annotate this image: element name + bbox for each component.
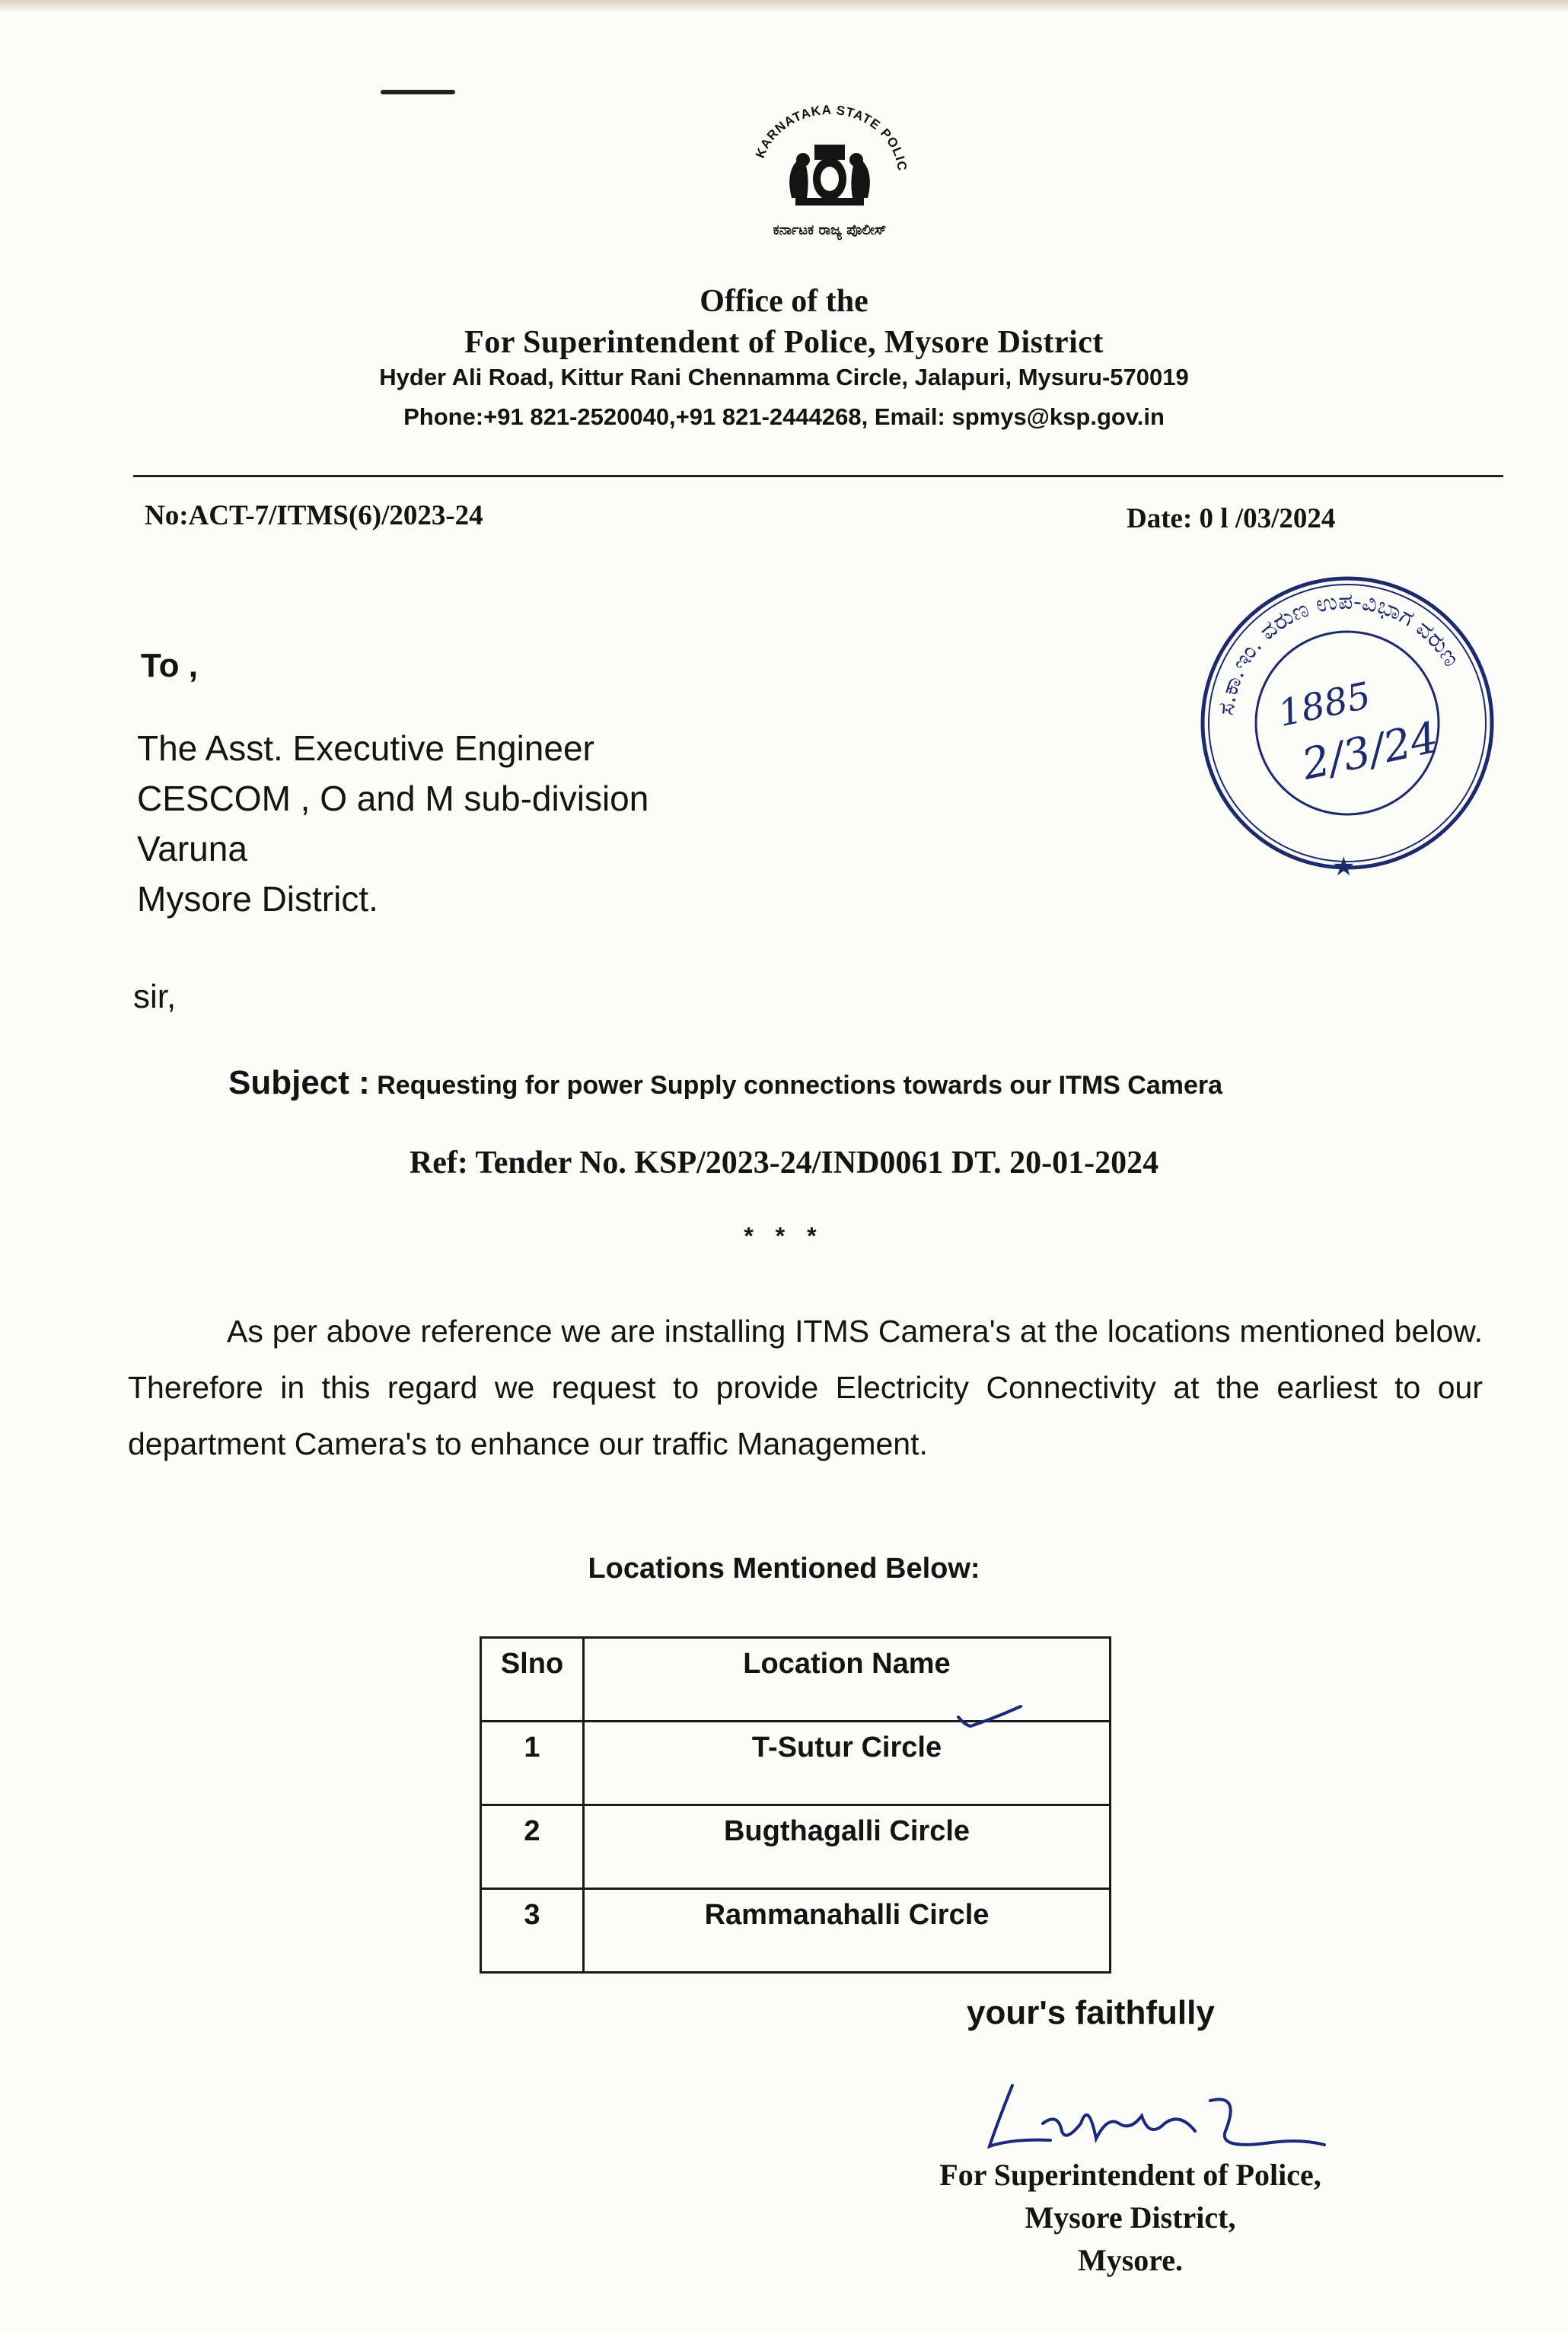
stamp-ring-text: ಸ.ಕಾ.ಇಂ. ವರುಣ ಉಪ-ವಿಭಾಗ ವರುಣ bbox=[1213, 588, 1465, 717]
to-label: To , bbox=[141, 647, 198, 684]
separator: * * * bbox=[744, 1222, 824, 1250]
signatory-line: Mysore. bbox=[1077, 2243, 1184, 2277]
pen-mark bbox=[381, 90, 455, 94]
locations-title: Locations Mentioned Below: bbox=[588, 1553, 980, 1585]
reference-number: No:ACT-7/ITMS(6)/2023-24 bbox=[145, 500, 483, 531]
star-icon: ★ bbox=[1332, 852, 1356, 881]
subject-text: Requesting for power Supply connections towards our ITMS Camera bbox=[369, 1071, 1223, 1100]
header-divider bbox=[133, 475, 1503, 477]
emblem-motto: ಕರ್ನಾಟಕ ರಾಜ್ಯ ಪೊಲೀಸ್ bbox=[773, 222, 887, 238]
office-address: Hyder Ali Road, Kittur Rani Chennamma Circle, Jalapuri, Mysuru-570019 bbox=[379, 364, 1189, 390]
cell-slno: 3 bbox=[481, 1889, 584, 1973]
signatory-line: For Superintendent of Police, bbox=[939, 2158, 1321, 2192]
column-header-slno: Slno bbox=[481, 1638, 584, 1722]
letter-date: Date: 0 l /03/2024 bbox=[1127, 503, 1336, 534]
inward-stamp bbox=[1187, 563, 1507, 883]
column-header-location: Location Name bbox=[584, 1638, 1111, 1722]
cell-location: T-Sutur Circle bbox=[584, 1722, 1111, 1805]
table-row bbox=[481, 1805, 1111, 1889]
salutation: sir, bbox=[133, 978, 177, 1015]
recipient-line: Mysore District. bbox=[137, 879, 378, 919]
cell-location: Bugthagalli Circle bbox=[584, 1805, 1111, 1889]
office-title: Office of the bbox=[700, 284, 868, 319]
stamp-inward-number: 1885 bbox=[1274, 674, 1375, 736]
office-contact: Phone:+91 821-2520040,+91 821-2444268, Email: spmys@ksp.gov.in bbox=[403, 403, 1165, 430]
recipient-line: The Asst. Executive Engineer bbox=[137, 728, 594, 768]
recipient-address bbox=[137, 723, 649, 924]
cell-slno: 1 bbox=[481, 1722, 584, 1805]
cell-location: Rammanahalli Circle bbox=[584, 1889, 1111, 1973]
locations-table bbox=[480, 1636, 1111, 1974]
emblem-icon bbox=[731, 84, 929, 259]
table-row bbox=[481, 1722, 1111, 1805]
subject-label: Subject : bbox=[228, 1064, 370, 1101]
scan-edge bbox=[0, 0, 1568, 11]
police-emblem bbox=[731, 84, 929, 259]
body-paragraph: As per above reference we are installing ITMS Camera's at the locations mentioned below. Therefore in this regard we request to provide Electricity Connectivity at the earliest to our department Camera's to enhance our traffic Management. bbox=[128, 1314, 1483, 1461]
stamp-date: 2/3/24 bbox=[1298, 712, 1442, 790]
valediction: your's faithfully bbox=[967, 1994, 1215, 2031]
signatory-block bbox=[868, 2154, 1393, 2282]
signatory-line: Mysore District, bbox=[1025, 2200, 1236, 2235]
recipient-line: Varuna bbox=[137, 829, 247, 868]
cell-slno: 2 bbox=[481, 1805, 584, 1889]
office-subtitle: For Superintendent of Police, Mysore District bbox=[464, 325, 1104, 360]
handwritten-signature bbox=[967, 2070, 1332, 2162]
recipient-line: CESCOM , O and M sub-division bbox=[137, 779, 649, 818]
subject-line bbox=[228, 1064, 1222, 1102]
table-row bbox=[481, 1889, 1111, 1973]
tender-reference: Ref: Tender No. KSP/2023-24/IND0061 DT. 20-01-2024 bbox=[409, 1145, 1159, 1180]
emblem-ring-text: KARNATAKA STATE POLIC bbox=[752, 102, 910, 173]
check-mark-icon bbox=[955, 1703, 1024, 1734]
